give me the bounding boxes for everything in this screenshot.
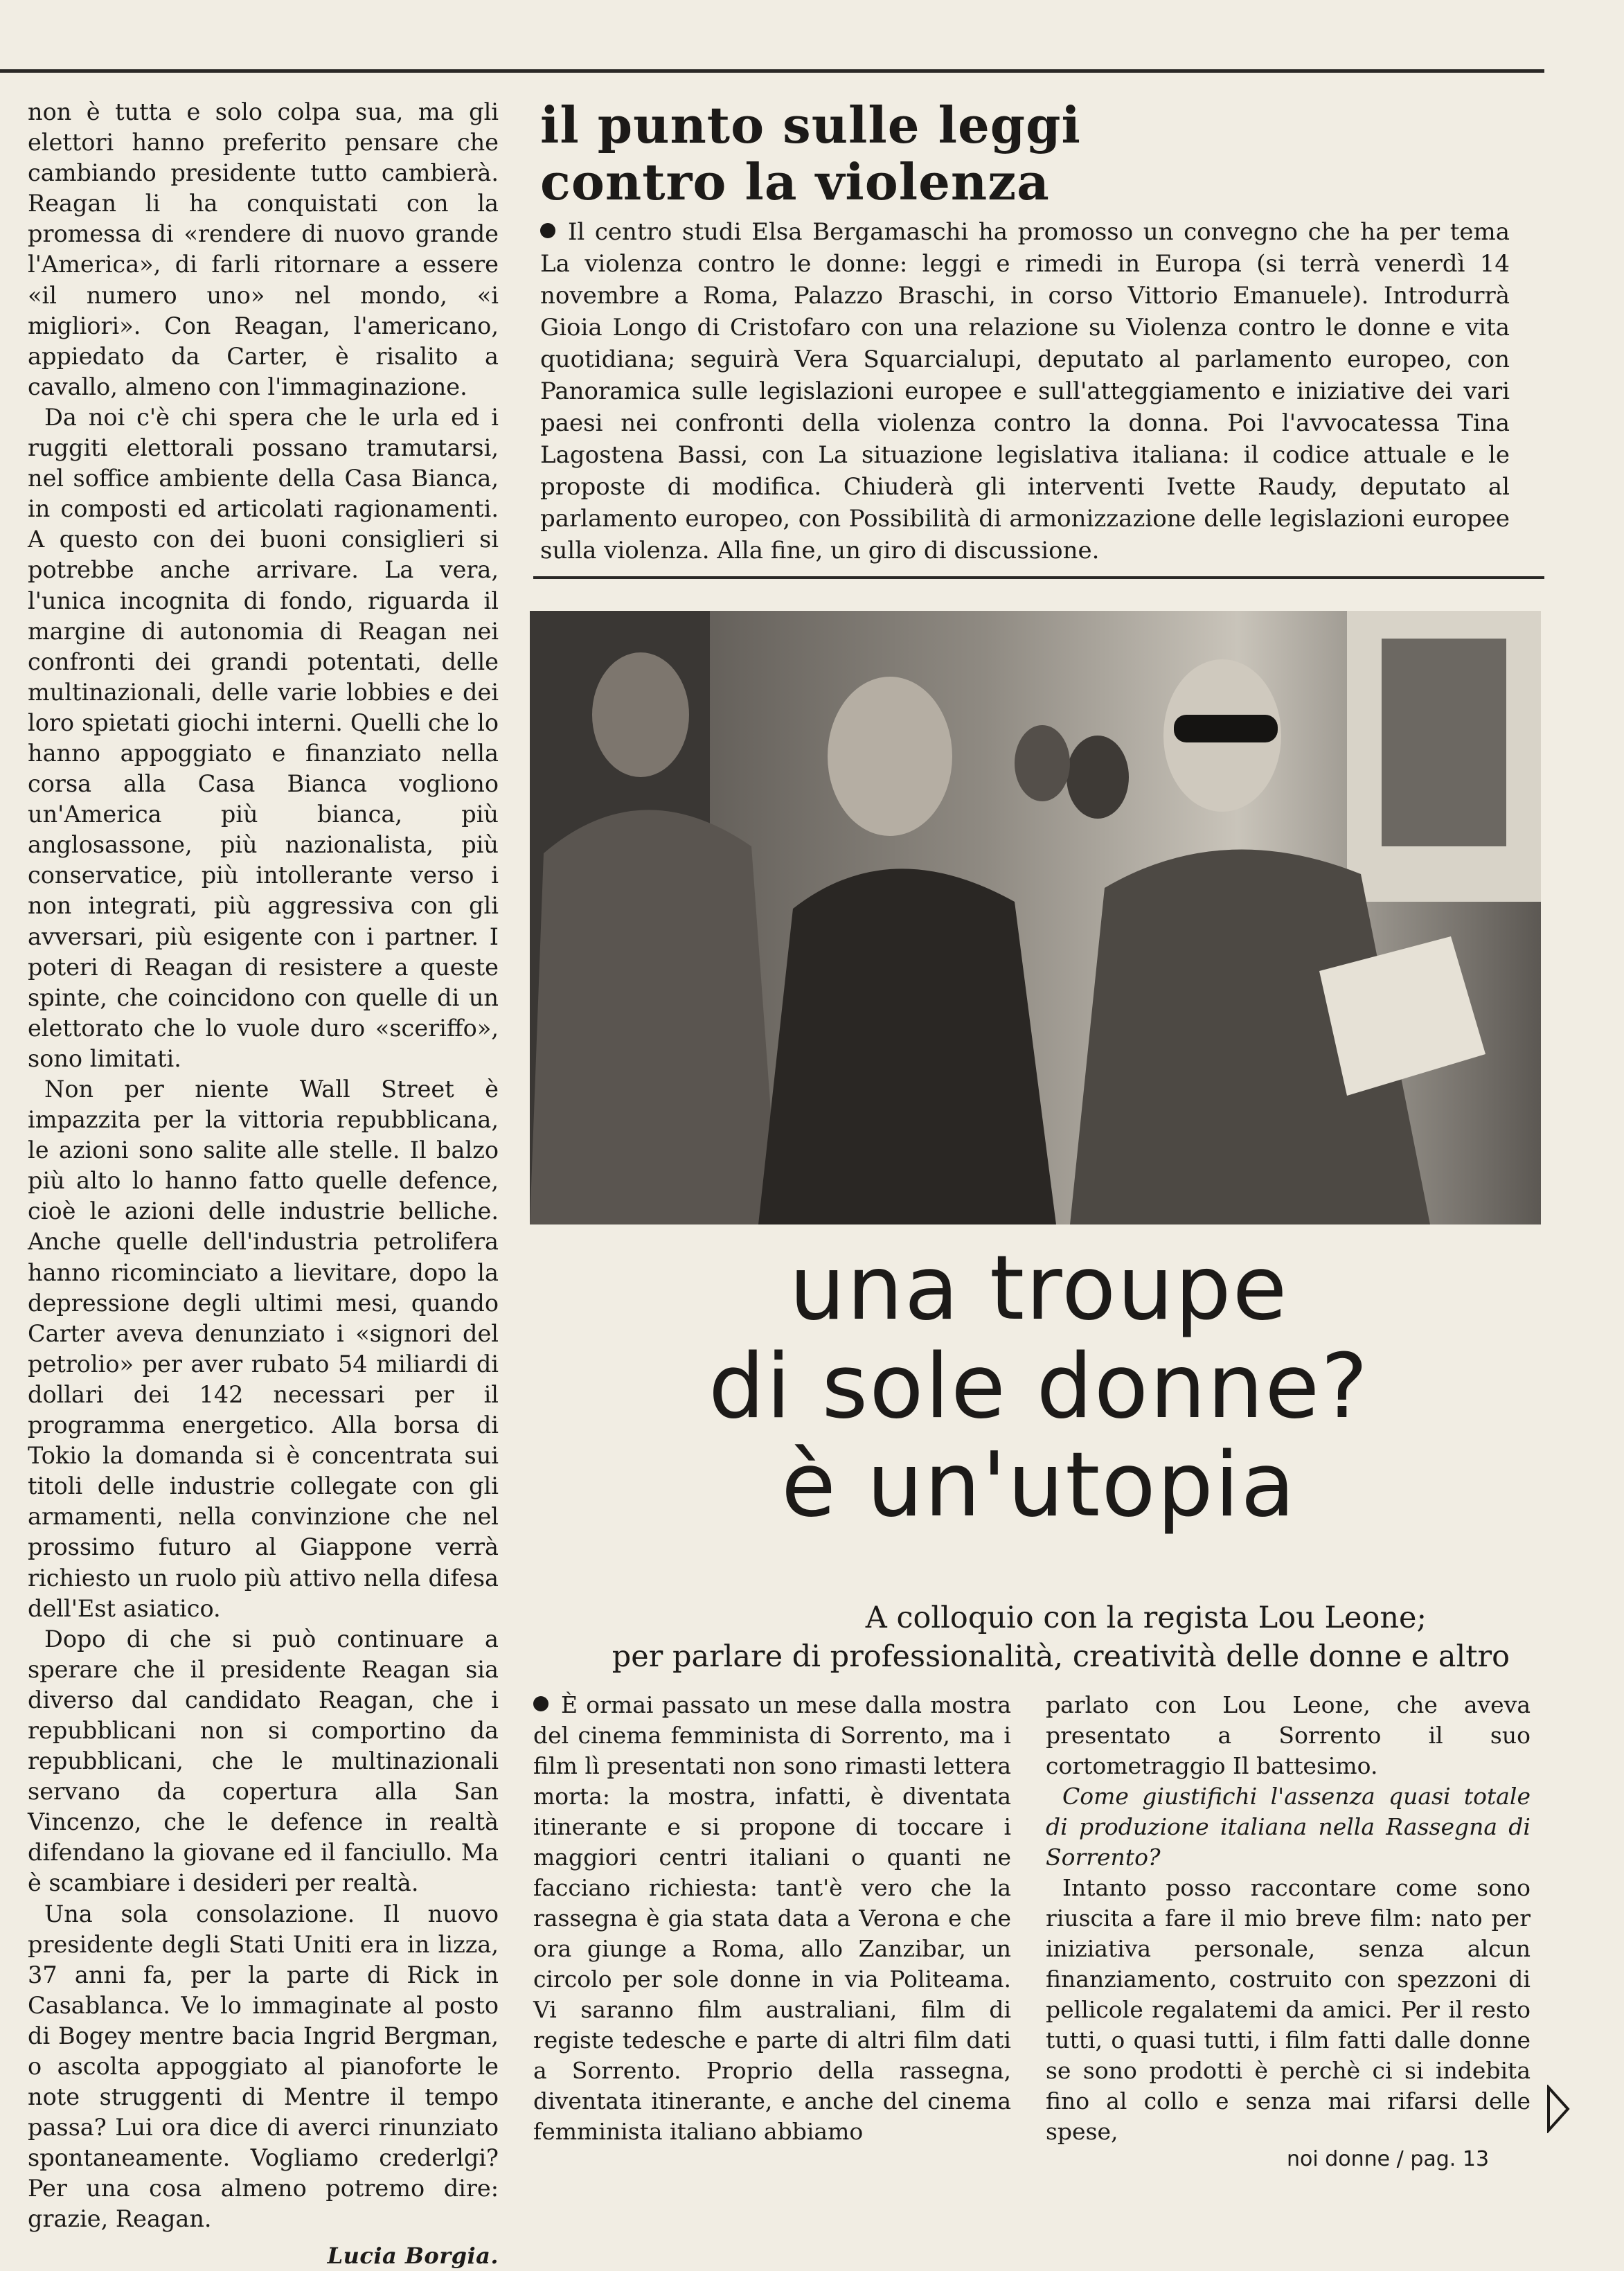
photo-illustration (530, 611, 1541, 1224)
troupe-title-line3: è un'utopia (781, 1434, 1296, 1537)
troupe-column-1 (533, 1690, 1011, 2147)
bullet-icon (533, 1696, 548, 1711)
troupe-subtitle-line2: per parlare di professionalità, creatività delle donne e altro (612, 1639, 1510, 1674)
laws-article-body (540, 216, 1510, 567)
troupe-col1-body: È ormai passato un mese dalla mostra del cinema femminista di Sorrento, ma i film lì presentati non sono rimasti lettera morta: la mostra, infatti, è diventata itinerante e si propone di toccare i maggiori centri italiani o quanti ne facciano richiesta: tant'è vero che la rassegna è gia stata data a Verona e che ora giunge a Roma, allo Zanzibar, un circolo per sole donne in via Politeama. Vi saranno film australiani, film di registe tedesche e parte di altri film dati a Sorrento. Proprio della rassegna, diventata itinerante, e anche del cinema femminista italiano abbiamo (533, 1691, 1011, 2145)
page-footer (1287, 2147, 1489, 2171)
news-photo (530, 611, 1541, 1224)
left-paragraph-2: Da noi c'è chi spera che le urla ed i ruggiti elettorali possano tramutarsi, nel soffice ambiente della Casa Bianca, in composti ed articolati ragionamenti. A questo con dei buoni consiglieri si potrebbe anche arrivare. La vera, l'unica incognita di fondo, riguarda il margine di autonomia di Reagan nei confronti dei grandi potentati, delle multinazionali, delle varie lobbies e dei loro spietati giochi interni. Quelli che lo hanno appoggiato e finanziato nella corsa alla Casa Bianca vogliono un'America più bianca, più anglosassone, più nazionalista, più conservatice, più intollerante verso i non integrati, più aggressiva con gli avversari, più esigente con i partner. I poteri di Reagan di resistere a queste spinte, che coincidono con quelle di un elettorato che lo vuole duro «sceriffo», sono limitati. (28, 403, 499, 1072)
page-number: pag. 13 (1410, 2147, 1490, 2171)
author-signature: Lucia Borgia. (327, 2242, 499, 2269)
left-paragraph-5: Una sola consolazione. Il nuovo presidente degli Stati Uniti era in lizza, 37 anni fa, per la parte di Rick in Casablanca. Ve lo immaginate al posto di Bogey mentre bacia Ingrid Bergman, o ascolta appoggiato al pianoforte le note struggenti di Mentre il tempo passa? Lui ora dice di averci rinunziato spontaneamente. Vogliamo crederlgi? Per una cosa almeno potremo dire: grazie, Reagan. (28, 1900, 499, 2233)
troupe-subtitle (540, 1598, 1510, 1676)
footer-separator: / (1396, 2147, 1404, 2171)
next-page-arrow-icon (1546, 2085, 1571, 2133)
section-rule (533, 576, 1544, 579)
interview-question: Come giustifichi l'assenza quasi totale di produzione italiana nella Rassegna di Sorrento? (1046, 1783, 1531, 1871)
troupe-title-line1: una troupe (789, 1237, 1289, 1340)
left-paragraph-1: non è tutta e solo colpa sua, ma gli elettori hanno preferito pensare che cambiando presidente tutto cambierà. Reagan li ha conquistati con la promessa di «rendere di nuovo grande l'America», di farli ritornare a essere «il numero uno» nel mondo, «i migliori». Con Reagan, l'americano, appiedato da Carter, è risalito a cavallo, almeno con l'immaginazione. (28, 98, 499, 400)
laws-headline (540, 97, 1510, 211)
left-column-article (28, 97, 499, 2271)
troupe-col2-p1: parlato con Lou Leone, che aveva presentato a Sorrento il suo cortometraggio Il battesimo. (1046, 1691, 1531, 1779)
laws-body-text: Il centro studi Elsa Bergamaschi ha promosso un convegno che ha per tema La violenza contro le donne: leggi e rimedi in Europa (si terrà venerdì 14 novembre a Roma, Palazzo Braschi, in corso Vittorio Emanuele). Introdurrà Gioia Longo di Cristofaro con una relazione su Violenza contro le donne e vita quotidiana; seguirà Vera Squarcialupi, deputato al parlamento europeo, con Panoramica sulle legislazioni europee e sull'atteggiamento e iniziative dei vari paesi nei confronti della violenza contro la donna. Poi l'avvocatessa Tina Lagostena Bassi, con La situazione legislativa italiana: il codice attuale e le proposte di modifica. Chiuderà gli interventi Ivette Raudy, deputato al parlamento europeo, con Possibilità di armonizzazione delle legislazioni europee sulla violenza. Alla fine, un giro di discussione. (540, 218, 1510, 564)
troupe-title-line2: di sole donne? (708, 1335, 1369, 1439)
troupe-title (540, 1237, 1537, 1537)
laws-headline-line1: il punto sulle leggi (540, 96, 1081, 154)
troupe-col1-text (533, 1690, 1011, 2147)
laws-headline-line2: contro la violenza (540, 152, 1050, 211)
left-paragraph-3: Non per niente Wall Street è impazzita per la vittoria repubblicana, le azioni sono salite alle stelle. Il balzo più alto lo hanno fatto quelle defence, cioè le azioni delle industrie belliche. Anche quelle dell'industria petrolifera hanno ricominciato a lievitare, dopo la depressione degli ultimi mesi, quando Carter aveva denunziato i «signori del petrolio» per aver rubato 54 miliardi di dollari dei 142 necessari per il programma energetico. Alla borsa di Tokio la domanda si è concentrata sui titoli delle industrie collegate con gli armamenti, nella convinzione che nel prossimo futuro al Giappone verrà richiesto un ruolo più attivo nella difesa dell'Est asiatico. (28, 1076, 499, 1622)
left-paragraph-4: Dopo di che si può continuare a sperare che il presidente Reagan sia diverso dal candidato Reagan, che i repubblicani non si comportino da repubblicani, che le multinazionali servano da copertura alla San Vincenzo, che le defence in realtà difendano la giovane ed il fanciullo. Ma è scambiare i desideri per realtà. (28, 1625, 499, 1897)
troupe-subtitle-line1: A colloquio con la regista Lou Leone; (865, 1601, 1427, 1635)
top-rule (0, 69, 1544, 73)
troupe-col2-p2: Intanto posso raccontare come sono riuscita a fare il mio breve film: nato per iniziativa personale, senza alcun finanziamento, costruito con spezzoni di pellicole regalatemi da amici. Per il resto tutti, o quasi tutti, i film fatti dalle donne se sono prodotti è perchè ci si indebita fino al collo e senza mai rifarsi delle spese, (1046, 1874, 1531, 2145)
troupe-column-2 (1046, 1690, 1531, 2147)
bullet-icon (540, 223, 555, 238)
magazine-name: noi donne (1287, 2147, 1391, 2171)
